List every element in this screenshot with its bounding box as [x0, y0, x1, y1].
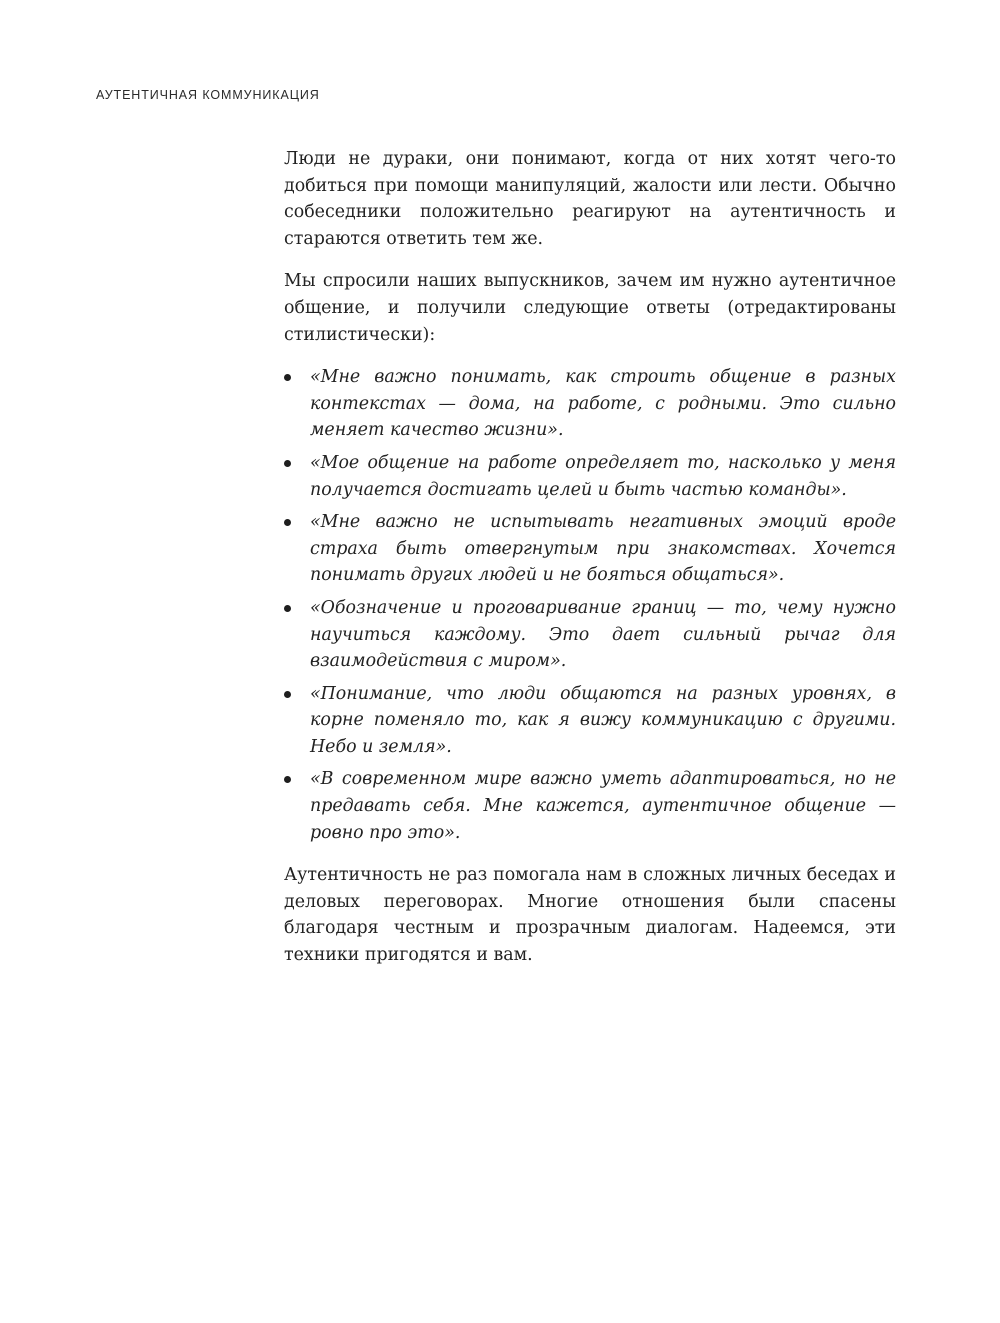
text-column — [284, 146, 896, 985]
quote-text: «В современном мире важно уметь адаптироваться, но не предавать себя. Мне кажется, аутентичное общение — ровно про это». — [310, 769, 896, 843]
bullet-icon — [284, 605, 291, 612]
list-item — [284, 364, 896, 444]
list-item — [284, 766, 896, 846]
quote-text: «Мне важно не испытывать негативных эмоций вроде страха быть отвергнутым при знакомствах. Хочется понимать других людей и не бояться общаться». — [310, 512, 896, 586]
bullet-icon — [284, 519, 291, 526]
quote-text: «Мне важно понимать, как строить общение в разных контекстах — дома, на работе, с родными. Это сильно меняет качество жизни». — [310, 367, 896, 441]
bullet-icon — [284, 374, 291, 381]
quote-text: «Мое общение на работе определяет то, насколько у меня получается достигать целей и быть частью команды». — [310, 452, 896, 500]
bullet-icon — [284, 776, 291, 783]
list-item — [284, 509, 896, 589]
quote-list — [284, 364, 896, 846]
paragraph-intro: Люди не дураки, они понимают, когда от них хотят чего-то добиться при помощи манипуляций, жалости или лести. Обычно собеседники положительно реагируют на аутентичность и стараются ответить тем же. — [284, 149, 896, 249]
bullet-icon — [284, 460, 291, 467]
list-item — [284, 681, 896, 761]
quote-text: «Обозначение и проговаривание границ — то, чему нужно научиться каждому. Это дает сильный рычаг для взаимодействия с миром». — [310, 597, 896, 672]
list-item — [284, 595, 896, 675]
running-header: АУТЕНТИЧНАЯ КОММУНИКАЦИЯ — [96, 88, 320, 102]
quote-text: «Понимание, что люди общаются на разных уровнях, в корне поменяло то, как я вижу коммуникацию с другими. Небо и земля». — [310, 683, 896, 757]
bullet-icon — [284, 691, 291, 698]
paragraph-conclusion: Аутентичность не раз помогала нам в сложных личных беседах и деловых переговорах. Многие отношения были спасены благодаря честным и прозрачным диалогам. Надеемся, эти техники пригодятся и вам. — [284, 865, 896, 966]
list-item — [284, 450, 896, 503]
paragraph-survey: Мы спросили наших выпускников, зачем им нужно аутентичное общение, и получили следующие ответы (отредактированы стилистически): — [284, 271, 896, 345]
